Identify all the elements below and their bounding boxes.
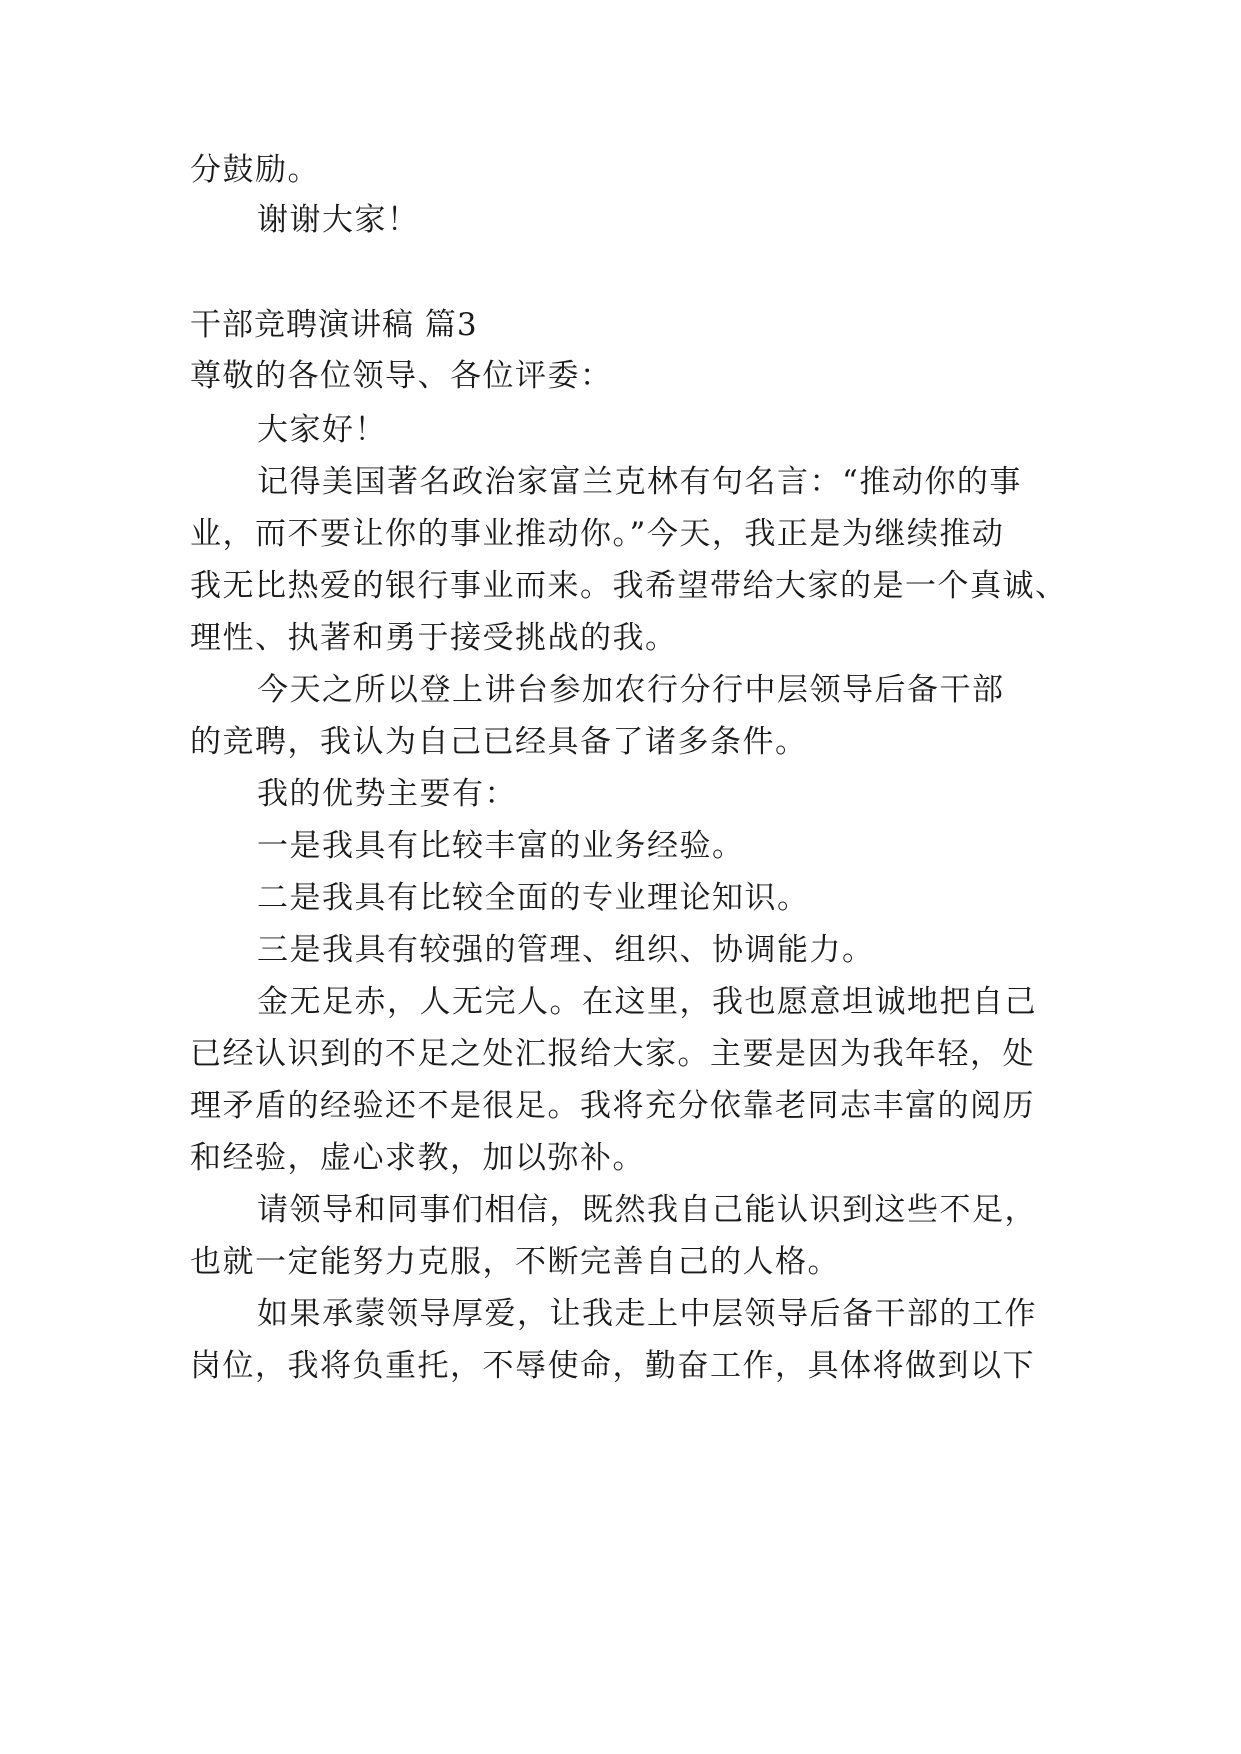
- text-line: 我无比热爱的银行事业而来。我希望带给大家的是一个真诚、: [190, 568, 1068, 604]
- text-line: 已经认识到的不足之处汇报给大家。主要是因为我年轻，处: [190, 1036, 1035, 1072]
- text-line: 如果承蒙领导厚爱，让我走上中层领导后备干部的工作: [257, 1296, 1037, 1332]
- text-line: 和经验，虚心求教，加以弥补。: [190, 1140, 645, 1176]
- text-line: 记得美国著名政治家富兰克林有句名言：“推动你的事: [257, 464, 1022, 500]
- text-line: 尊敬的各位领导、各位评委：: [190, 358, 613, 394]
- text-line: 理矛盾的经验还不是很足。我将充分依靠老同志丰富的阅历: [190, 1088, 1035, 1124]
- text-line: 岗位，我将负重托，不辱使命，勤奋工作，具体将做到以下: [190, 1348, 1035, 1384]
- text-line: 业，而不要让你的事业推动你。”今天，我正是为继续推动: [190, 516, 1005, 552]
- text-line: 我的优势主要有：: [257, 776, 517, 812]
- text-line: 的竞聘，我认为自己已经具备了诸多条件。: [190, 724, 808, 760]
- text-line: 一是我具有比较丰富的业务经验。: [257, 828, 745, 864]
- text-line: 金无足赤，人无完人。在这里，我也愿意坦诚地把自己: [257, 984, 1037, 1020]
- text-line: 谢谢大家！: [257, 202, 420, 238]
- text-line: 大家好！: [257, 412, 387, 448]
- section-heading: 干部竞聘演讲稿 篇3: [190, 307, 478, 343]
- text-line: 分鼓励。: [190, 152, 320, 188]
- text-line: 请领导和同事们相信，既然我自己能认识到这些不足，: [257, 1192, 1037, 1228]
- text-line: 二是我具有比较全面的专业理论知识。: [257, 880, 810, 916]
- text-line: 今天之所以登上讲台参加农行分行中层领导后备干部: [257, 672, 1005, 708]
- text-line: 也就一定能努力克服，不断完善自己的人格。: [190, 1244, 840, 1280]
- text-line: 三是我具有较强的管理、组织、协调能力。: [257, 932, 875, 968]
- text-line: 理性、执著和勇于接受挑战的我。: [190, 620, 678, 656]
